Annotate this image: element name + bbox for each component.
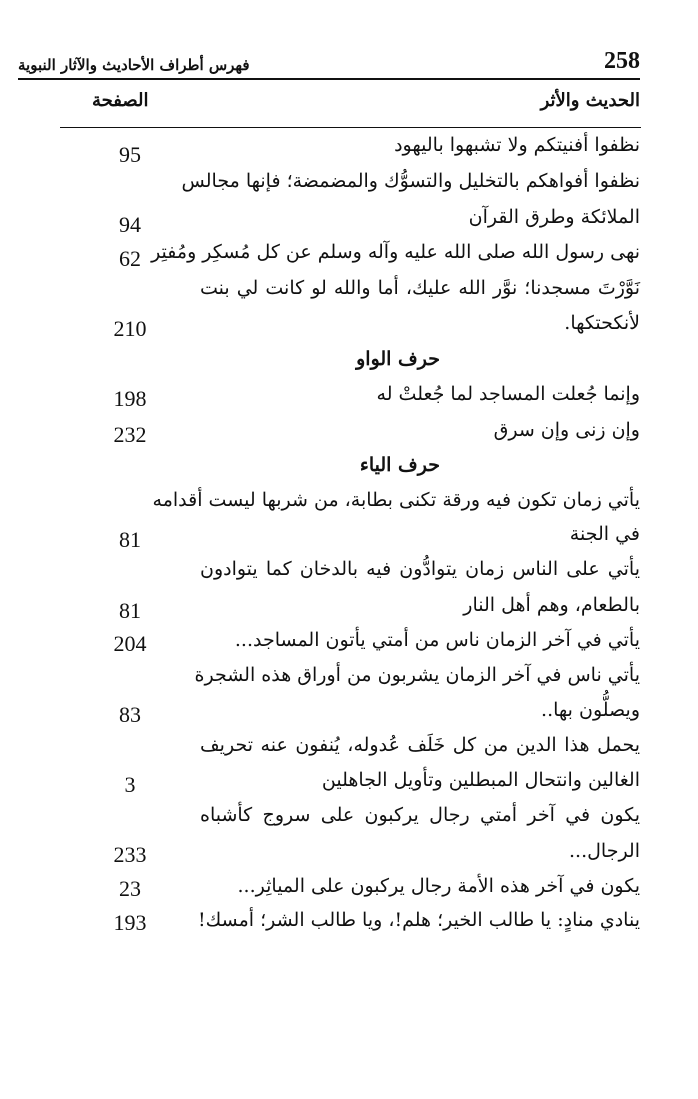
entry-line: ويصلُّون بها.. — [541, 699, 640, 721]
page-ref: 3 — [124, 772, 136, 797]
entry-line: يأتي في آخر الزمان ناس من أمتي يأتون المساجد... — [234, 629, 640, 651]
page-ref: 62 — [119, 246, 141, 271]
page-ref: 94 — [119, 212, 141, 237]
entry-line: الرجال... — [568, 840, 640, 862]
entry-line: وإنما جُعلت المساجد لما جُعلتْ له — [376, 383, 640, 405]
entry-line: يأتي ناس في آخر الزمان يشربون من أوراق هذه الشجرة — [194, 664, 640, 686]
entry-line: الملائكة وطرق القرآن — [468, 206, 640, 228]
page-ref: 81 — [119, 527, 141, 552]
running-title: فهرس أطراف الأحاديث والآثار النبوية — [18, 56, 250, 74]
page-ref: 81 — [119, 598, 141, 623]
page-ref: 198 — [113, 386, 147, 411]
entry-line: نهى رسول الله صلى الله عليه وآله وسلم عن كل مُسكِر ومُفتِر — [151, 241, 640, 263]
header-rule — [18, 78, 640, 80]
page-ref: 23 — [119, 876, 141, 901]
page-ref: 232 — [113, 422, 147, 447]
page-ref: 233 — [113, 842, 147, 867]
entry-line: الغالين وانتحال المبطلين وتأويل الجاهلين — [321, 769, 640, 791]
entry-line: لأنكحتكها. — [564, 312, 640, 334]
entry-line: وإن زنى وإن سرق — [493, 419, 640, 441]
entry-line: يكون في آخر أمتي رجال يركبون على سروج كأشباه — [200, 804, 640, 826]
column-heading-hadith: الحديث والأثر — [540, 90, 640, 111]
entry-line: ينادي منادٍ: يا طالب الخير؛ هلم!، ويا طالب الشر؛ أمسك! — [197, 909, 640, 931]
entry-line: يحمل هذا الدين من كل خَلَف عُدوله، يُنفون عنه تحريف — [200, 734, 640, 756]
page-ref: 83 — [119, 702, 141, 727]
entry-line: يكون في آخر هذه الأمة رجال يركبون على المياثِر... — [237, 875, 640, 897]
page-number: 258 — [604, 48, 640, 74]
entry-line: يأتي على الناس زمان يتوادُّون فيه بالدخان كما يتوادون — [200, 558, 640, 580]
section-heading: حرف الواو — [356, 348, 440, 370]
column-heading-page: الصفحة — [92, 90, 149, 111]
page-ref: 193 — [113, 910, 147, 935]
entry-line: في الجنة — [569, 523, 640, 545]
section-heading: حرف الياء — [359, 454, 440, 476]
page-ref: 204 — [113, 631, 147, 656]
page-ref: 95 — [119, 142, 141, 167]
page-header — [18, 46, 640, 80]
page-ref: 210 — [113, 316, 147, 341]
entry-line: نَوَّرْتَ مسجدنا؛ نوَّر الله عليك، أما والله لو كانت لي بنت — [200, 277, 640, 299]
entry-line: بالطعام، وهم أهل النار — [463, 594, 640, 616]
entry-line: يأتي زمان تكون فيه ورقة تكنى بطابة، من شربها ليست أقدامه — [152, 489, 640, 511]
entry-line: نظفوا أفنيتكم ولا تشبهوا باليهود — [394, 134, 640, 156]
entry-line: نظفوا أفواهكم بالتخليل والتسوُّك والمضمضة؛ فإنها مجالس — [181, 170, 640, 192]
